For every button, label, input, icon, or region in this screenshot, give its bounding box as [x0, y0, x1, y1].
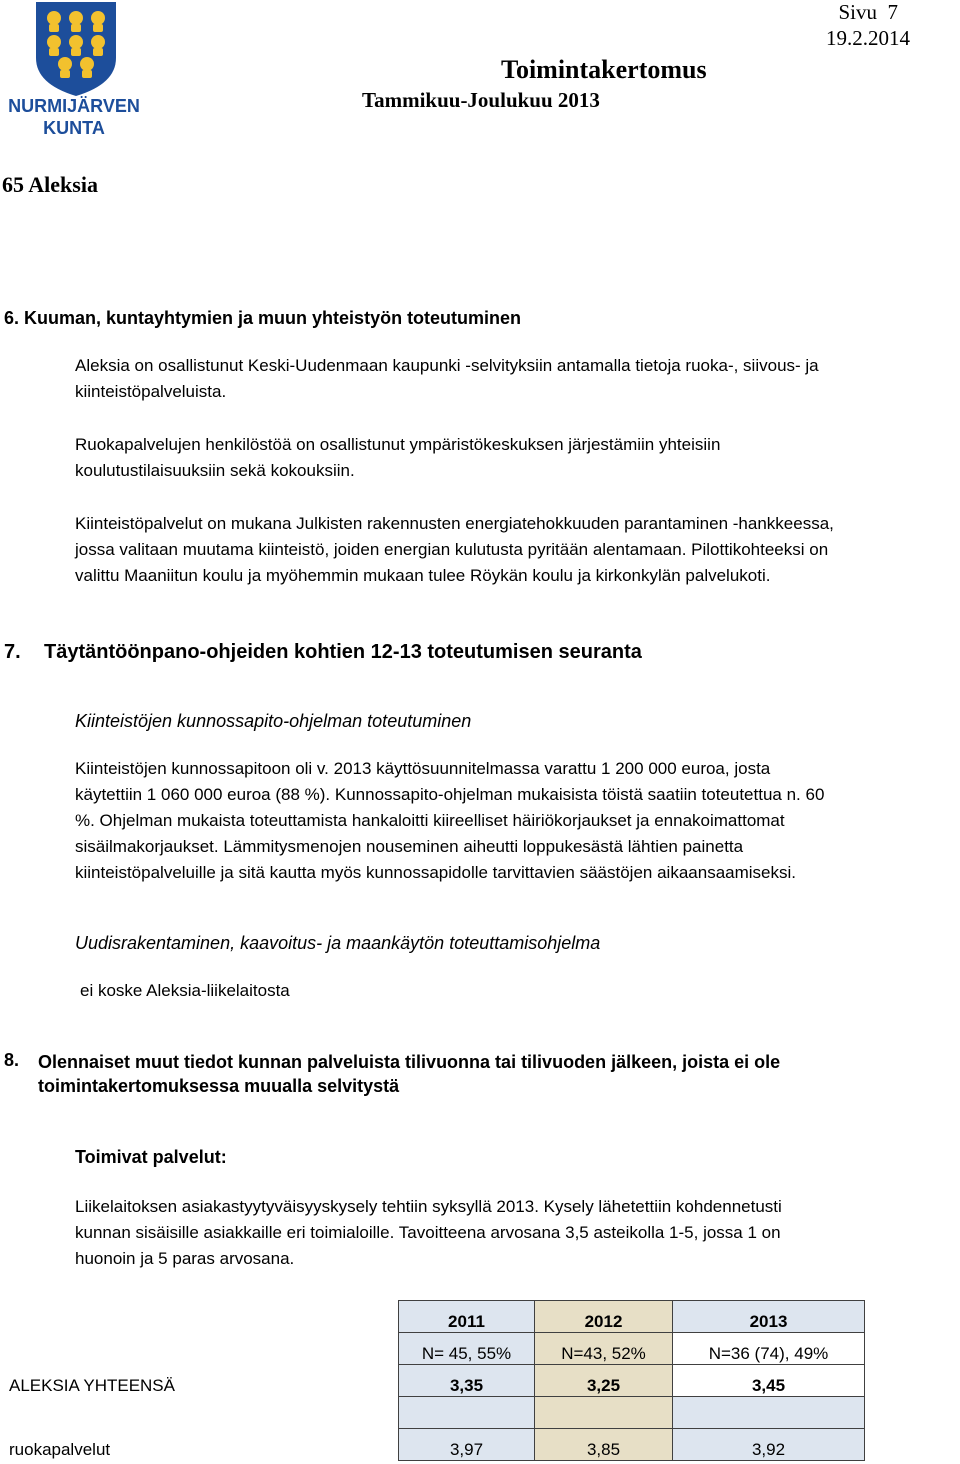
report-date: 19.2.2014: [826, 26, 910, 50]
respondents-cell: N=43, 52%: [535, 1333, 673, 1365]
table-row-aleksia-total: [399, 1365, 865, 1397]
section8-number: 8.: [4, 1050, 20, 1070]
svg-text:KUNTA: KUNTA: [43, 118, 105, 138]
table-row-spacer: [399, 1397, 865, 1429]
document-title: Toimintakertomus: [501, 55, 707, 84]
section8-paragraph: Liikelaitoksen asiakastyytyväisyyskysely tehtiin syksyllä 2013. Kysely lähetettiin kohdennetusti kunnan sisäisille asiakkaille eri toimialoille. Tavoitteena arvosana 3,5 asteikolla 1-5, jossa 1 on huonoin ja 5 paras arvosana.: [75, 1197, 782, 1268]
empty-cell: [673, 1397, 865, 1429]
empty-cell: [535, 1397, 673, 1429]
score-cell: 3,45: [673, 1365, 865, 1397]
section7-paragraph-2: ei koske Aleksia-liikelaitosta: [80, 981, 290, 1000]
respondents-cell: N=36 (74), 49%: [673, 1333, 865, 1365]
score-cell: 3,97: [399, 1429, 535, 1461]
empty-cell: [399, 1397, 535, 1429]
section6-paragraph-3: Kiinteistöpalvelut on mukana Julkisten rakennusten energiatehokkuuden parantaminen -hankkeessa, jossa valitaan muutama kiinteistö, joiden energian kulutusta pyritään alentamaan. Pilottikohteeksi on valittu Maaniitun koulu ja myöhemmin mukaan tulee Röykän koulu ja kirkonkylän palvelukoti.: [75, 514, 834, 585]
section6-heading: 6. Kuuman, kuntayhtymien ja muun yhteistyön toteutuminen: [4, 308, 522, 328]
score-cell: 3,25: [535, 1365, 673, 1397]
section8-subheading: Toimivat palvelut:: [75, 1147, 227, 1167]
year-cell: 2011: [399, 1301, 535, 1333]
section7-paragraph-1: Kiinteistöjen kunnossapitoon oli v. 2013 käyttösuunnitelmassa varattu 1 200 000 euroa, josta käytettiin 1 060 000 euroa (88 %). Kunnossapito-ohjelman mukaisista töistä saatiin toteutettua n. 60 %. Ohjelman mukaista toteuttamista hankaloitti kiireelliset häiriökorjaukset ja ennakoimattomat sisäilmakorjaukset. Lämmitysmenojen nouseminen aiheutti loppukesästä lähtien painetta kiinteistöpalveluille ja sitä kautta myös kunnossapidolle tarvittavien säästöjen aikaansaamiseksi.: [75, 759, 825, 882]
score-cell: 3,85: [535, 1429, 673, 1461]
satisfaction-table: [398, 1300, 865, 1461]
section7-subheading-1: Kiinteistöjen kunnossapito-ohjelman toteutuminen: [75, 711, 472, 731]
table-row-food-services: [399, 1429, 865, 1461]
score-cell: 3,92: [673, 1429, 865, 1461]
document-period: Tammikuu-Joulukuu 2013: [362, 88, 600, 112]
section7-subheading-2: Uudisrakentaminen, kaavoitus- ja maankäytön toteuttamisohjelma: [75, 933, 601, 953]
row-label-aleksia-total: ALEKSIA YHTEENSÄ: [9, 1376, 175, 1395]
section7-heading: Täytäntöönpano-ohjeiden kohtien 12-13 toteutumisen seuranta: [44, 641, 642, 663]
table-row-respondents: [399, 1333, 865, 1365]
section8-heading: Olennaiset muut tiedot kunnan palveluista tilivuonna tai tilivuoden jälkeen, joista ei ole toimintakertomuksessa muualla selvitystä: [38, 1052, 781, 1096]
section6-paragraph-1: Aleksia on osallistunut Keski-Uudenmaan kaupunki -selvityksiin antamalla tietoja ruoka-, siivous- ja kiinteistöpalveluista.: [75, 356, 819, 401]
year-cell: 2012: [535, 1301, 673, 1333]
municipality-logo: [8, 0, 140, 140]
coat-of-arms-icon: [8, 0, 140, 140]
section7-number: 7.: [4, 641, 21, 663]
svg-text:NURMIJÄRVEN: NURMIJÄRVEN: [8, 96, 140, 116]
score-cell: 3,35: [399, 1365, 535, 1397]
section6-paragraph-2: Ruokapalvelujen henkilöstöä on osallistunut ympäristökeskuksen järjestämiin yhteisiin koulutustilaisuuksiin sekä kokouksiin.: [75, 435, 721, 480]
page-number: Sivu 7: [838, 0, 898, 24]
respondents-cell: N= 45, 55%: [399, 1333, 535, 1365]
year-cell: 2013: [673, 1301, 865, 1333]
table-row-years: [399, 1301, 865, 1333]
item-title: 65 Aleksia: [2, 172, 98, 197]
row-label-food-services: ruokapalvelut: [9, 1440, 111, 1459]
